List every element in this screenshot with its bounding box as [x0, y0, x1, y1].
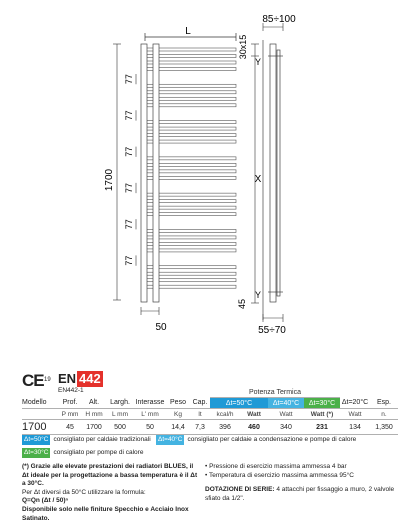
legend-dt40-tag: Δt=40°C	[158, 436, 183, 443]
unit-cell: Watt	[247, 410, 261, 418]
notes-left	[22, 463, 200, 523]
header-cap: Cap.	[190, 398, 210, 409]
dim-L-label: L	[185, 26, 191, 37]
unit-cell	[22, 409, 58, 420]
cell-alt: 1700	[82, 420, 106, 435]
unit-cell: P mm	[61, 410, 79, 418]
dim-depth-bottom-label: 55÷70	[258, 325, 286, 336]
dim-top-offset-label: 30x15	[238, 34, 248, 60]
cell-dt20: 134	[340, 420, 370, 435]
cell-esp: 1,350	[370, 420, 398, 435]
en-mark-number: 442	[79, 371, 101, 386]
unit-cell: n.	[381, 410, 387, 418]
potenza-termica-header: Potenza Termica	[210, 388, 340, 398]
spacing-dim-label: 77	[124, 110, 134, 121]
header-esp: Esp.	[370, 398, 398, 409]
unit-cell: L' mm	[141, 410, 159, 418]
unit-cell: lt	[198, 410, 202, 418]
unit-cell: Watt (*)	[310, 410, 334, 418]
legend-dt30-text: consigliato per pompe di calore	[53, 449, 144, 456]
en-mark-prefix: EN	[58, 371, 77, 386]
note-bluess-dt: (*) Grazie alle elevate prestazioni dei radiatori BLUES, il Δt ideale per la progettazione a bassa temperatura è il Δt a 30°C.	[22, 463, 198, 488]
en-standard-label: EN442-1	[58, 387, 84, 394]
header-peso: Peso	[166, 398, 190, 409]
ce-year: 19	[44, 377, 51, 383]
legend-dt50-tag: Δt=50°C	[24, 436, 49, 443]
spacing-dim-label: 77	[124, 219, 134, 230]
cell-cap: 7,3	[190, 420, 210, 435]
cell-dt40: 340	[268, 420, 304, 435]
cell-interasse: 50	[134, 420, 166, 435]
dim-bottom-width-label: 50	[155, 322, 167, 333]
cell-prof: 45	[58, 420, 82, 435]
standard-equipment-text: 4 attacchi per fissaggio a muro, 2 valvole sfiato da 1/2".	[205, 486, 395, 502]
header-dt20: Δt=20°C	[340, 398, 370, 409]
note-finishes: Disponibile solo nelle finiture Specchio e Acciaio Inox Satinato.	[22, 505, 189, 522]
cell-dt30: 231	[304, 420, 340, 435]
spacing-dim-label: 77	[124, 255, 134, 266]
dim-y-top-label: Y	[254, 57, 262, 67]
spacing-dim-label: 77	[124, 146, 134, 157]
header-prof: Prof.	[58, 398, 82, 409]
unit-cell: kcal/h	[216, 410, 234, 418]
note-standard-equipment	[205, 486, 401, 503]
table-header-row	[22, 398, 398, 409]
ce-mark: CE	[22, 371, 44, 390]
cell-largh: 500	[106, 420, 134, 435]
unit-cell: H mm	[85, 410, 103, 418]
unit-cell: Watt	[348, 410, 362, 418]
dim-x-label: X	[254, 174, 262, 185]
standard-equipment-label: DOTAZIONE DI SERIE:	[205, 486, 275, 494]
side-profile	[263, 40, 283, 320]
unit-cell: Kg	[174, 410, 182, 418]
dim-y-bottom-label: Y	[254, 290, 262, 300]
dim-depth-top-label: 85÷100	[262, 14, 296, 25]
right-collector	[153, 44, 159, 302]
note-formula: Q=Qn (Δt / 50)ⁿ	[22, 497, 69, 505]
legend-dt40	[156, 435, 356, 445]
legend-dt50-text: consigliato per caldaie tradizionali	[53, 436, 151, 443]
dim-bottom-width-line	[141, 307, 159, 315]
notes-right	[205, 463, 401, 503]
left-collector	[141, 44, 147, 302]
spec-table	[22, 388, 398, 435]
spacing-dim-label: 77	[124, 182, 134, 194]
cell-dt50-watt: 460	[240, 420, 268, 435]
cell-peso: 14,4	[166, 420, 190, 435]
legend-dt40-text: consigliato per caldaie a condensazione e pompe di calore	[187, 436, 357, 443]
header-dt40: Δt=40°C	[268, 398, 304, 409]
legend-dt50	[22, 435, 151, 445]
cell-dt50-kcal: 396	[210, 420, 240, 435]
dim-top-offset-line	[251, 44, 259, 56]
header-alt: Alt.	[82, 398, 106, 409]
table-units-row	[22, 409, 398, 420]
spacing-dim-label: 77	[124, 74, 134, 85]
unit-cell: L mm	[111, 410, 128, 418]
note-formula-intro: Per Δt diversi da 50°C utilizzare la formula:	[22, 488, 146, 496]
spacing-dimensions	[124, 74, 136, 266]
header-largh: Largh.	[106, 398, 134, 409]
dim-height-label: 1700	[104, 168, 115, 192]
legend-dt30-tag: Δt=30°C	[24, 449, 49, 456]
table-group-header-row	[22, 388, 398, 398]
table-row	[22, 420, 398, 435]
cell-model: 1700	[22, 420, 58, 435]
dim-bottom-offset-label: 45	[237, 298, 247, 310]
header-model: Modello	[22, 398, 58, 409]
legend-dt30	[22, 448, 143, 458]
note-temperature: • Temperatura di esercizio massima ammessa 95°C	[205, 471, 354, 479]
note-pressure: • Pressione di esercizio massima ammessa 4 bar	[205, 463, 347, 470]
header-dt50: Δt=50°C	[210, 398, 268, 409]
header-interasse: Interasse	[134, 398, 166, 409]
unit-cell: Watt	[279, 410, 293, 418]
dim-depth-bottom-line	[263, 314, 283, 322]
header-dt30: Δt=30°C	[304, 398, 340, 409]
